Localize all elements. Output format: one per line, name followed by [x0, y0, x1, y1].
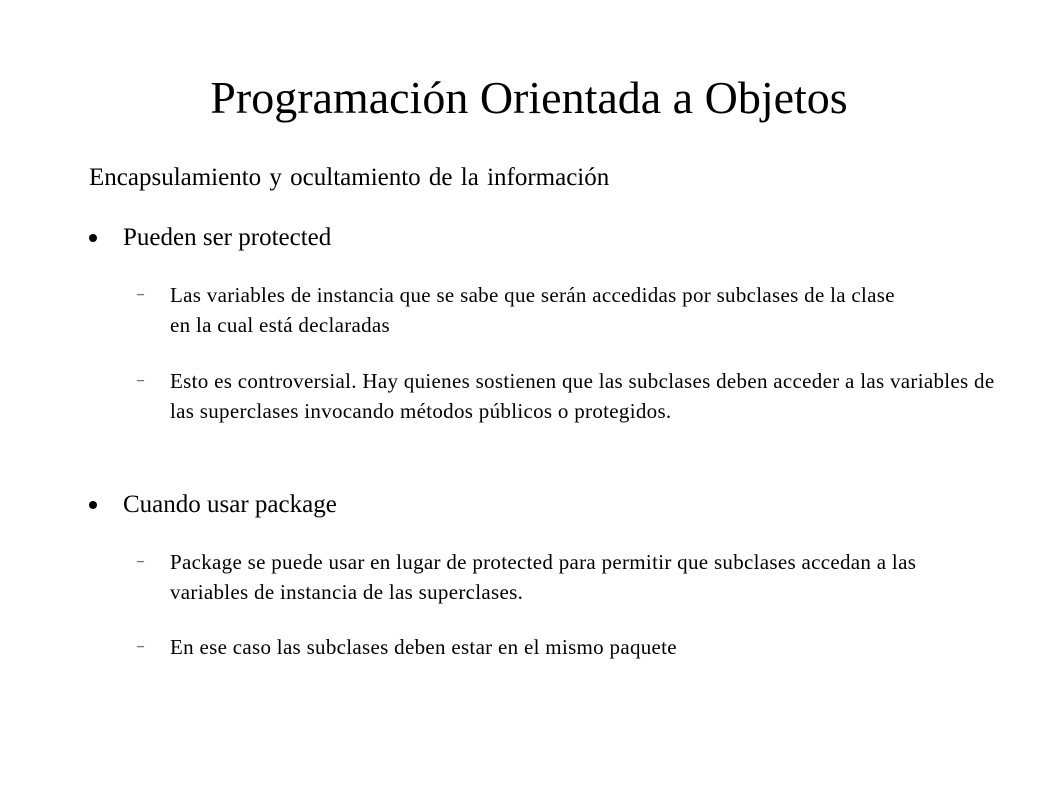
- bullet-dot-icon: [89, 501, 97, 509]
- dash-icon: –: [137, 373, 145, 388]
- dash-icon: –: [137, 639, 145, 654]
- sub-bullet-item: [137, 632, 997, 662]
- bullet-dot-icon: [89, 234, 97, 242]
- sub-bullet-item: [137, 280, 907, 340]
- sub-bullet-text: En ese caso las subclases deben estar en el mismo paquete: [170, 635, 677, 659]
- sub-bullet-item: [137, 547, 937, 607]
- bullet-text: Cuando usar package: [123, 491, 337, 518]
- sub-bullet-text: Package se puede usar en lugar de protected para permitir que subclases accedan a las variables de instancia de las superclases.: [170, 550, 917, 604]
- slide-title: Programación Orientada a Objetos: [210, 72, 848, 123]
- sub-bullet-item: [137, 366, 997, 426]
- bullet-text: Pueden ser protected: [123, 224, 332, 251]
- dash-icon: –: [137, 287, 145, 302]
- sub-bullet-text: Las variables de instancia que se sabe que serán accedidas por subclases de la clase en la cual está declaradas: [170, 283, 895, 337]
- dash-icon: –: [137, 554, 145, 569]
- slide-subtitle: Encapsulamiento y ocultamiento de la información: [89, 164, 610, 191]
- sub-bullet-text: Esto es controversial. Hay quienes sostienen que las subclases deben acceder a las variables de las superclases invocando métodos públicos o protegidos.: [170, 369, 995, 423]
